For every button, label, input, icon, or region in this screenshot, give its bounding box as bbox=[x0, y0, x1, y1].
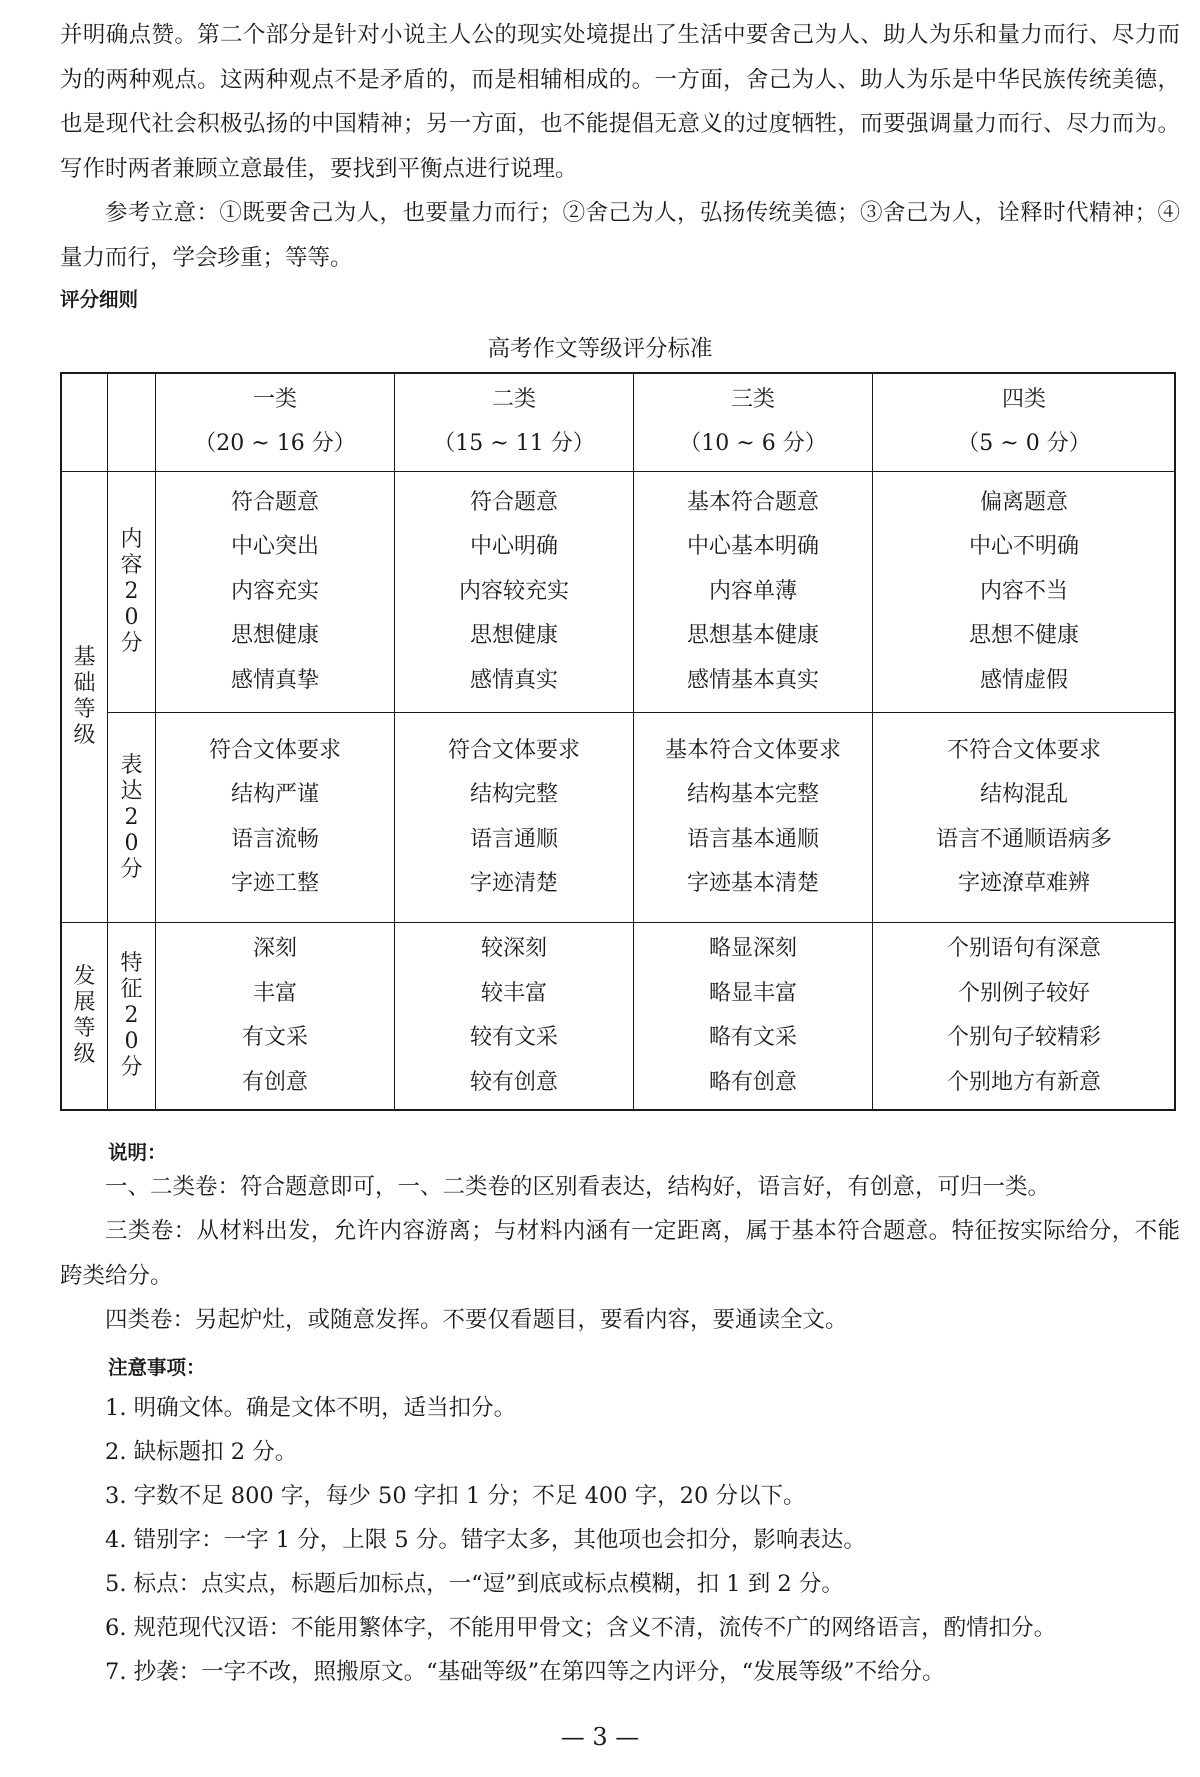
table-border-bottom bbox=[60, 1109, 1176, 1111]
table-cell: 符合题意 中心突出 内容充实 思想健康 感情真挚 bbox=[230, 489, 319, 693]
table-cell: 偏离题意 中心不明确 内容不当 思想不健康 感情虚假 bbox=[968, 489, 1079, 693]
column-name: 三类 bbox=[730, 386, 775, 412]
row-label-expression: 表达 20 分 bbox=[120, 752, 143, 882]
notes-heading: 说明： bbox=[108, 1141, 167, 1164]
column-header-1 bbox=[156, 373, 394, 471]
table-cell: 基本符合题意 中心基本明确 内容单薄 思想基本健康 感情基本真实 bbox=[686, 489, 819, 693]
group-label-basic: 基础等级 bbox=[73, 645, 96, 748]
table-cell: 个别语句有深意 个别例子较好 个别句子较精彩 个别地方有新意 bbox=[946, 936, 1101, 1095]
column-range: （20 ~ 16 分） bbox=[194, 431, 356, 456]
page-number: — 3 — bbox=[560, 1723, 640, 1751]
table-cell: 深刻 丰富 有文采 有创意 bbox=[241, 936, 308, 1095]
attention-item: 7. 抄袭：一字不改，照搬原文。“基础等级”在第四等之内评分，“发展等级”不给分。 bbox=[105, 1659, 945, 1685]
column-name: 二类 bbox=[491, 386, 536, 412]
note-item: 四类卷：另起炉灶，或随意发挥。不要仅看题目，要看内容，要通读全文。 bbox=[105, 1307, 848, 1333]
table-cell: 略显深刻 略显丰富 略有文采 略有创意 bbox=[708, 936, 797, 1095]
attention-heading: 注意事项： bbox=[108, 1356, 206, 1379]
table-cell: 符合题意 中心明确 内容较充实 思想健康 感情真实 bbox=[458, 489, 569, 693]
table-cell: 不符合文体要求 结构混乱 语言不通顺语病多 字迹潦草难辨 bbox=[935, 737, 1112, 896]
column-header-4 bbox=[873, 373, 1175, 471]
attention-item: 1. 明确文体。确是文体不明，适当扣分。 bbox=[105, 1395, 517, 1421]
row-label-feature: 特征 20 分 bbox=[120, 951, 143, 1080]
table-cell: 符合文体要求 结构严谨 语言流畅 字迹工整 bbox=[208, 737, 341, 896]
note-item: 三类卷：从材料出发，允许内容游离；与材料内涵有一定距离，属于基本符合题意。特征按实际给分，不能跨类给分。 bbox=[60, 1218, 1180, 1289]
attention-item: 3. 字数不足 800 字，每少 50 字扣 1 分；不足 400 字，20 分以下。 bbox=[105, 1483, 806, 1509]
column-name: 四类 bbox=[1001, 386, 1046, 412]
group-label-development: 发展等级 bbox=[73, 964, 96, 1067]
column-range: （5 ~ 0 分） bbox=[957, 431, 1091, 456]
column-name: 一类 bbox=[252, 386, 297, 412]
column-range: （10 ~ 6 分） bbox=[679, 431, 827, 456]
row-label-content: 内容 20 分 bbox=[120, 527, 143, 656]
intro-paragraph-1: 并明确点赞。第二个部分是针对小说主人公的现实处境提出了生活中要舍己为人、助人为乐和量力而行、尽力而为的两种观点。这两种观点不是矛盾的，而是相辅相成的。一方面，舍己为人、助人为乐是中华民族传统美德，也是现代社会积极弘扬的中国精神；另一方面，也不能提倡无意义的过度牺牲，而要强调量力而行、尽力而为。写作时两者兼顾立意最佳，要找到平衡点进行说理。 bbox=[60, 22, 1180, 182]
table-cell: 较深刻 较丰富 较有文采 较有创意 bbox=[469, 936, 558, 1095]
attention-item: 6. 规范现代汉语：不能用繁体字，不能用甲骨文；含义不清，流传不广的网络语言，酌情扣分。 bbox=[105, 1615, 1057, 1641]
column-header-2 bbox=[395, 373, 633, 471]
table-cell: 符合文体要求 结构完整 语言通顺 字迹清楚 bbox=[447, 737, 580, 896]
column-header-3 bbox=[634, 373, 872, 471]
column-range: （15 ~ 11 分） bbox=[433, 431, 595, 456]
table-cell: 基本符合文体要求 结构基本完整 语言基本通顺 字迹基本清楚 bbox=[664, 737, 841, 896]
table-title: 高考作文等级评分标准 bbox=[487, 336, 713, 362]
attention-item: 5. 标点：点实点，标题后加标点，一“逗”到底或标点模糊，扣 1 到 2 分。 bbox=[105, 1571, 844, 1597]
section-heading: 评分细则 bbox=[60, 288, 139, 311]
attention-item: 2. 缺标题扣 2 分。 bbox=[105, 1439, 298, 1465]
attention-item: 4. 错别字：一字 1 分，上限 5 分。错字太多，其他项也会扣分，影响表达。 bbox=[105, 1527, 866, 1553]
intro-paragraph-2: 参考立意：①既要舍己为人，也要量力而行；②舍己为人，弘扬传统美德；③舍己为人，诠释时代精神；④量力而行，学会珍重；等等。 bbox=[60, 200, 1180, 271]
note-item: 一、二类卷：符合题意即可，一、二类卷的区别看表达，结构好，语言好，有创意，可归一类。 bbox=[105, 1174, 1051, 1200]
